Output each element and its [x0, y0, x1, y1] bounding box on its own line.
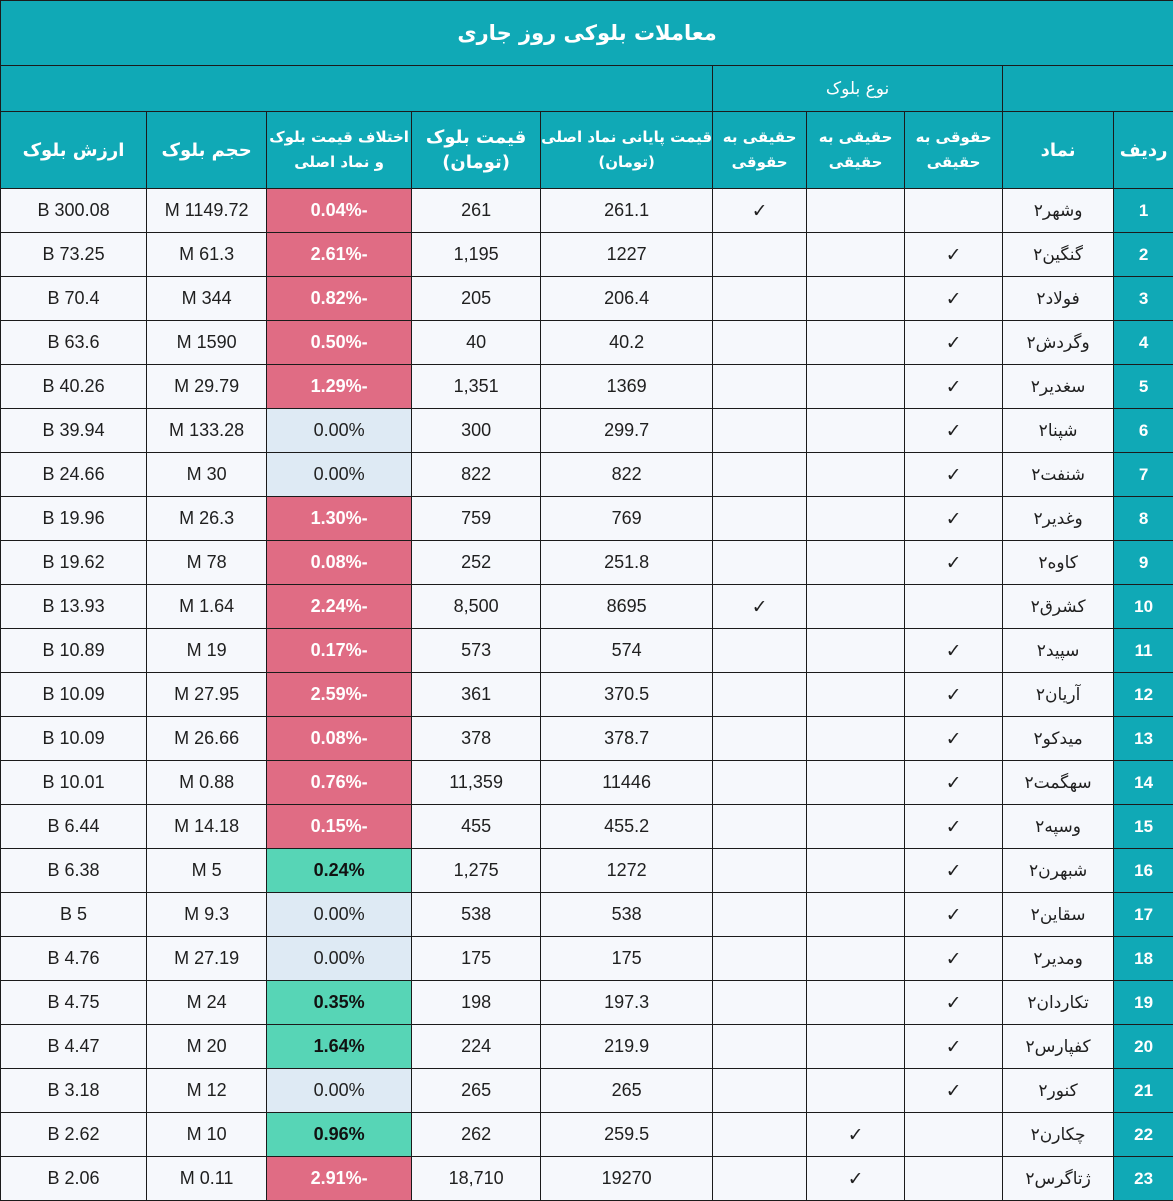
row-number: 2 — [1114, 233, 1173, 277]
block-volume-cell: 78 M — [147, 541, 267, 585]
header-block-volume: حجم بلوک — [147, 112, 267, 189]
block-volume-cell: 14.18 M — [147, 805, 267, 849]
row-number: 19 — [1114, 981, 1173, 1025]
real-to-legal-check — [713, 233, 807, 277]
price-diff-cell: -0.82% — [267, 277, 412, 321]
checkmark-icon: ✓ — [946, 728, 962, 750]
symbol-cell: سقاین۲ — [1003, 893, 1114, 937]
checkmark-icon: ✓ — [946, 1080, 962, 1102]
header-block-price: قیمت بلوک (تومان) — [412, 112, 541, 189]
block-value-cell: 3.18 B — [1, 1069, 147, 1113]
symbol-cell: شبهرن۲ — [1003, 849, 1114, 893]
price-diff-cell: -1.29% — [267, 365, 412, 409]
row-number: 22 — [1114, 1113, 1173, 1157]
final-price-cell: 206.4 — [541, 277, 713, 321]
price-diff-cell: 0.35% — [267, 981, 412, 1025]
final-price-cell: 11446 — [541, 761, 713, 805]
table-row — [1, 629, 1173, 673]
legal-to-real-check — [905, 497, 1003, 541]
table-row — [1, 233, 1173, 277]
block-price-cell: 205 — [412, 277, 541, 321]
final-price-cell: 261.1 — [541, 189, 713, 233]
symbol-cell: کنور۲ — [1003, 1069, 1114, 1113]
row-number: 21 — [1114, 1069, 1173, 1113]
row-number: 1 — [1114, 189, 1173, 233]
real-to-real-check — [807, 233, 905, 277]
block-volume-cell: 27.19 M — [147, 937, 267, 981]
block-price-cell: 361 — [412, 673, 541, 717]
checkmark-icon: ✓ — [946, 860, 962, 882]
table-row — [1, 1113, 1173, 1157]
legal-to-real-check — [905, 365, 1003, 409]
block-value-cell: 5 B — [1, 893, 147, 937]
row-number: 9 — [1114, 541, 1173, 585]
checkmark-icon: ✓ — [946, 1036, 962, 1058]
price-diff-cell: -0.15% — [267, 805, 412, 849]
real-to-legal-check — [713, 805, 807, 849]
block-price-cell: 224 — [412, 1025, 541, 1069]
price-diff-cell: 0.00% — [267, 409, 412, 453]
checkmark-icon: ✓ — [946, 948, 962, 970]
header-row-number: ردیف — [1114, 112, 1173, 189]
legal-to-real-check — [905, 849, 1003, 893]
legal-to-real-check — [905, 893, 1003, 937]
symbol-cell: شپنا۲ — [1003, 409, 1114, 453]
block-price-cell: 175 — [412, 937, 541, 981]
real-to-legal-check — [713, 629, 807, 673]
real-to-real-check — [807, 497, 905, 541]
price-diff-cell: -0.04% — [267, 189, 412, 233]
legal-to-real-check — [905, 189, 1003, 233]
block-price-cell: 262 — [412, 1113, 541, 1157]
final-price-cell: 455.2 — [541, 805, 713, 849]
final-price-cell: 251.8 — [541, 541, 713, 585]
price-diff-cell: 0.96% — [267, 1113, 412, 1157]
block-price-cell: 1,275 — [412, 849, 541, 893]
block-volume-cell: 344 M — [147, 277, 267, 321]
price-diff-cell: -0.50% — [267, 321, 412, 365]
table-row — [1, 277, 1173, 321]
table-row — [1, 1025, 1173, 1069]
table-row — [1, 761, 1173, 805]
block-price-cell: 300 — [412, 409, 541, 453]
table-row — [1, 893, 1173, 937]
block-value-cell: 4.47 B — [1, 1025, 147, 1069]
block-price-cell: 265 — [412, 1069, 541, 1113]
block-volume-cell: 24 M — [147, 981, 267, 1025]
legal-to-real-check — [905, 937, 1003, 981]
block-value-cell: 2.06 B — [1, 1157, 147, 1201]
block-value-cell: 24.66 B — [1, 453, 147, 497]
block-price-cell: 8,500 — [412, 585, 541, 629]
header-real-to-real: حقیقی به حقیقی — [807, 112, 905, 189]
group-header-spacer — [1003, 66, 1173, 112]
block-value-cell: 10.09 B — [1, 673, 147, 717]
table-row — [1, 981, 1173, 1025]
block-price-cell: 252 — [412, 541, 541, 585]
real-to-real-check — [807, 893, 905, 937]
row-number: 18 — [1114, 937, 1173, 981]
real-to-legal-check — [713, 453, 807, 497]
header-final-price: قیمت پایانی نماد اصلی (تومان) — [541, 112, 713, 189]
final-price-cell: 822 — [541, 453, 713, 497]
table-title: معاملات بلوکی روز جاری — [1, 1, 1173, 66]
real-to-legal-check — [713, 761, 807, 805]
table-row — [1, 1069, 1173, 1113]
table-row — [1, 409, 1173, 453]
row-number: 3 — [1114, 277, 1173, 321]
real-to-real-check — [807, 1025, 905, 1069]
legal-to-real-check — [905, 233, 1003, 277]
block-volume-cell: 9.3 M — [147, 893, 267, 937]
symbol-cell: میدکو۲ — [1003, 717, 1114, 761]
legal-to-real-check — [905, 629, 1003, 673]
table-row — [1, 673, 1173, 717]
checkmark-icon: ✓ — [946, 376, 962, 398]
real-to-real-check — [807, 805, 905, 849]
block-value-cell: 73.25 B — [1, 233, 147, 277]
checkmark-icon: ✓ — [946, 244, 962, 266]
real-to-real-check — [807, 629, 905, 673]
legal-to-real-check — [905, 277, 1003, 321]
real-to-real-check — [807, 409, 905, 453]
price-diff-cell: 0.00% — [267, 453, 412, 497]
legal-to-real-check — [905, 981, 1003, 1025]
group-header-spacer-left — [1, 66, 713, 112]
block-value-cell: 13.93 B — [1, 585, 147, 629]
legal-to-real-check — [905, 541, 1003, 585]
block-volume-cell: 0.88 M — [147, 761, 267, 805]
symbol-cell: کشرق۲ — [1003, 585, 1114, 629]
block-value-cell: 40.26 B — [1, 365, 147, 409]
real-to-real-check — [807, 1157, 905, 1201]
symbol-cell: وگردش۲ — [1003, 321, 1114, 365]
block-price-cell: 18,710 — [412, 1157, 541, 1201]
real-to-legal-check — [713, 717, 807, 761]
symbol-cell: وشهر۲ — [1003, 189, 1114, 233]
symbol-cell: سغدیر۲ — [1003, 365, 1114, 409]
block-value-cell: 10.09 B — [1, 717, 147, 761]
block-price-cell: 198 — [412, 981, 541, 1025]
final-price-cell: 259.5 — [541, 1113, 713, 1157]
real-to-real-check — [807, 981, 905, 1025]
block-price-cell: 759 — [412, 497, 541, 541]
block-value-cell: 19.96 B — [1, 497, 147, 541]
checkmark-icon: ✓ — [946, 420, 962, 442]
real-to-real-check — [807, 1069, 905, 1113]
checkmark-icon: ✓ — [946, 684, 962, 706]
checkmark-icon: ✓ — [946, 288, 962, 310]
block-value-cell: 63.6 B — [1, 321, 147, 365]
symbol-cell: گنگین۲ — [1003, 233, 1114, 277]
real-to-real-check — [807, 717, 905, 761]
row-number: 6 — [1114, 409, 1173, 453]
final-price-cell: 265 — [541, 1069, 713, 1113]
block-volume-cell: 1149.72 M — [147, 189, 267, 233]
checkmark-icon: ✓ — [946, 464, 962, 486]
symbol-cell: چکارن۲ — [1003, 1113, 1114, 1157]
row-number: 15 — [1114, 805, 1173, 849]
symbol-cell: ومدیر۲ — [1003, 937, 1114, 981]
real-to-legal-check — [713, 1069, 807, 1113]
price-diff-cell: 0.00% — [267, 893, 412, 937]
block-price-cell: 40 — [412, 321, 541, 365]
block-volume-cell: 133.28 M — [147, 409, 267, 453]
real-to-real-check — [807, 277, 905, 321]
real-to-real-check — [807, 453, 905, 497]
block-volume-cell: 19 M — [147, 629, 267, 673]
table-row — [1, 541, 1173, 585]
real-to-legal-check — [713, 277, 807, 321]
price-diff-cell: -2.24% — [267, 585, 412, 629]
real-to-real-check — [807, 673, 905, 717]
block-price-cell: 538 — [412, 893, 541, 937]
symbol-cell: کفپارس۲ — [1003, 1025, 1114, 1069]
price-diff-cell: -1.30% — [267, 497, 412, 541]
block-volume-cell: 29.79 M — [147, 365, 267, 409]
block-value-cell: 4.76 B — [1, 937, 147, 981]
block-volume-cell: 30 M — [147, 453, 267, 497]
block-value-cell: 10.89 B — [1, 629, 147, 673]
block-volume-cell: 26.3 M — [147, 497, 267, 541]
block-price-cell: 1,351 — [412, 365, 541, 409]
header-real-to-legal: حقیقی به حقوقی — [713, 112, 807, 189]
symbol-cell: سپید۲ — [1003, 629, 1114, 673]
row-number: 13 — [1114, 717, 1173, 761]
real-to-real-check — [807, 541, 905, 585]
final-price-cell: 1272 — [541, 849, 713, 893]
real-to-real-check — [807, 321, 905, 365]
price-diff-cell: -0.08% — [267, 717, 412, 761]
block-value-cell: 70.4 B — [1, 277, 147, 321]
price-diff-cell: 1.64% — [267, 1025, 412, 1069]
checkmark-icon: ✓ — [752, 200, 768, 222]
block-price-cell: 11,359 — [412, 761, 541, 805]
legal-to-real-check — [905, 585, 1003, 629]
legal-to-real-check — [905, 1069, 1003, 1113]
block-volume-cell: 61.3 M — [147, 233, 267, 277]
block-volume-cell: 12 M — [147, 1069, 267, 1113]
table-row — [1, 717, 1173, 761]
real-to-legal-check — [713, 1113, 807, 1157]
real-to-legal-check — [713, 937, 807, 981]
checkmark-icon: ✓ — [946, 772, 962, 794]
real-to-legal-check — [713, 1025, 807, 1069]
price-diff-cell: 0.00% — [267, 937, 412, 981]
block-price-cell: 1,195 — [412, 233, 541, 277]
real-to-legal-check — [713, 673, 807, 717]
real-to-legal-check — [713, 849, 807, 893]
real-to-real-check — [807, 365, 905, 409]
block-value-cell: 4.75 B — [1, 981, 147, 1025]
row-number: 8 — [1114, 497, 1173, 541]
row-number: 10 — [1114, 585, 1173, 629]
block-price-cell: 455 — [412, 805, 541, 849]
legal-to-real-check — [905, 805, 1003, 849]
real-to-real-check — [807, 761, 905, 805]
real-to-legal-check — [713, 1157, 807, 1201]
block-value-cell: 300.08 B — [1, 189, 147, 233]
checkmark-icon: ✓ — [848, 1124, 864, 1146]
legal-to-real-check — [905, 761, 1003, 805]
block-volume-cell: 10 M — [147, 1113, 267, 1157]
block-price-cell: 261 — [412, 189, 541, 233]
real-to-legal-check — [713, 497, 807, 541]
block-volume-cell: 1.64 M — [147, 585, 267, 629]
symbol-cell: تکاردان۲ — [1003, 981, 1114, 1025]
checkmark-icon: ✓ — [946, 552, 962, 574]
price-diff-cell: -0.76% — [267, 761, 412, 805]
checkmark-icon: ✓ — [946, 332, 962, 354]
block-price-cell: 822 — [412, 453, 541, 497]
block-price-cell: 378 — [412, 717, 541, 761]
row-number: 7 — [1114, 453, 1173, 497]
table-row — [1, 805, 1173, 849]
symbol-cell: کاوه۲ — [1003, 541, 1114, 585]
block-value-cell: 6.38 B — [1, 849, 147, 893]
legal-to-real-check — [905, 1157, 1003, 1201]
symbol-cell: ژتاگرس۲ — [1003, 1157, 1114, 1201]
final-price-cell: 1227 — [541, 233, 713, 277]
price-diff-cell: -0.08% — [267, 541, 412, 585]
checkmark-icon: ✓ — [946, 816, 962, 838]
block-value-cell: 19.62 B — [1, 541, 147, 585]
checkmark-icon: ✓ — [752, 596, 768, 618]
block-volume-cell: 5 M — [147, 849, 267, 893]
legal-to-real-check — [905, 453, 1003, 497]
checkmark-icon: ✓ — [848, 1168, 864, 1190]
table-row — [1, 849, 1173, 893]
real-to-real-check — [807, 585, 905, 629]
table-row — [1, 189, 1173, 233]
legal-to-real-check — [905, 1113, 1003, 1157]
table-row — [1, 585, 1173, 629]
final-price-cell: 1369 — [541, 365, 713, 409]
legal-to-real-check — [905, 409, 1003, 453]
header-block-value: ارزش بلوک — [1, 112, 147, 189]
block-value-cell: 2.62 B — [1, 1113, 147, 1157]
legal-to-real-check — [905, 673, 1003, 717]
real-to-legal-check — [713, 409, 807, 453]
header-price-diff: اختلاف قیمت بلوک و نماد اصلی — [267, 112, 412, 189]
row-number: 14 — [1114, 761, 1173, 805]
price-diff-cell: -2.61% — [267, 233, 412, 277]
real-to-legal-check — [713, 585, 807, 629]
real-to-legal-check — [713, 189, 807, 233]
row-number: 11 — [1114, 629, 1173, 673]
table-row — [1, 365, 1173, 409]
symbol-cell: وسپه۲ — [1003, 805, 1114, 849]
symbol-cell: آریان۲ — [1003, 673, 1114, 717]
legal-to-real-check — [905, 717, 1003, 761]
final-price-cell: 219.9 — [541, 1025, 713, 1069]
table-row — [1, 497, 1173, 541]
real-to-legal-check — [713, 365, 807, 409]
block-value-cell: 39.94 B — [1, 409, 147, 453]
legal-to-real-check — [905, 321, 1003, 365]
checkmark-icon: ✓ — [946, 508, 962, 530]
checkmark-icon: ✓ — [946, 992, 962, 1014]
row-number: 17 — [1114, 893, 1173, 937]
price-diff-cell: 0.24% — [267, 849, 412, 893]
block-value-cell: 10.01 B — [1, 761, 147, 805]
block-volume-cell: 26.66 M — [147, 717, 267, 761]
real-to-legal-check — [713, 321, 807, 365]
final-price-cell: 299.7 — [541, 409, 713, 453]
block-volume-cell: 0.11 M — [147, 1157, 267, 1201]
row-number: 4 — [1114, 321, 1173, 365]
real-to-real-check — [807, 849, 905, 893]
block-volume-cell: 20 M — [147, 1025, 267, 1069]
price-diff-cell: 0.00% — [267, 1069, 412, 1113]
row-number: 12 — [1114, 673, 1173, 717]
row-number: 16 — [1114, 849, 1173, 893]
final-price-cell: 40.2 — [541, 321, 713, 365]
real-to-real-check — [807, 1113, 905, 1157]
symbol-cell: فولاد۲ — [1003, 277, 1114, 321]
symbol-cell: وغدیر۲ — [1003, 497, 1114, 541]
checkmark-icon: ✓ — [946, 640, 962, 662]
real-to-legal-check — [713, 541, 807, 585]
final-price-cell: 538 — [541, 893, 713, 937]
real-to-real-check — [807, 189, 905, 233]
table-row — [1, 321, 1173, 365]
block-volume-cell: 27.95 M — [147, 673, 267, 717]
price-diff-cell: -0.17% — [267, 629, 412, 673]
final-price-cell: 378.7 — [541, 717, 713, 761]
row-number: 5 — [1114, 365, 1173, 409]
price-diff-cell: -2.59% — [267, 673, 412, 717]
checkmark-icon: ✓ — [946, 904, 962, 926]
final-price-cell: 769 — [541, 497, 713, 541]
final-price-cell: 370.5 — [541, 673, 713, 717]
row-number: 20 — [1114, 1025, 1173, 1069]
final-price-cell: 574 — [541, 629, 713, 673]
legal-to-real-check — [905, 1025, 1003, 1069]
real-to-real-check — [807, 937, 905, 981]
symbol-cell: شنفت۲ — [1003, 453, 1114, 497]
final-price-cell: 19270 — [541, 1157, 713, 1201]
block-price-cell: 573 — [412, 629, 541, 673]
header-legal-to-real: حقوقی به حقیقی — [905, 112, 1003, 189]
real-to-legal-check — [713, 893, 807, 937]
block-value-cell: 6.44 B — [1, 805, 147, 849]
final-price-cell: 8695 — [541, 585, 713, 629]
final-price-cell: 197.3 — [541, 981, 713, 1025]
header-symbol: نماد — [1003, 112, 1114, 189]
symbol-cell: سهگمت۲ — [1003, 761, 1114, 805]
block-type-group-header: نوع بلوک — [713, 66, 1003, 112]
real-to-legal-check — [713, 981, 807, 1025]
table-row — [1, 453, 1173, 497]
price-diff-cell: -2.91% — [267, 1157, 412, 1201]
table-row — [1, 1157, 1173, 1201]
final-price-cell: 175 — [541, 937, 713, 981]
table-row — [1, 937, 1173, 981]
row-number: 23 — [1114, 1157, 1173, 1201]
block-volume-cell: 1590 M — [147, 321, 267, 365]
